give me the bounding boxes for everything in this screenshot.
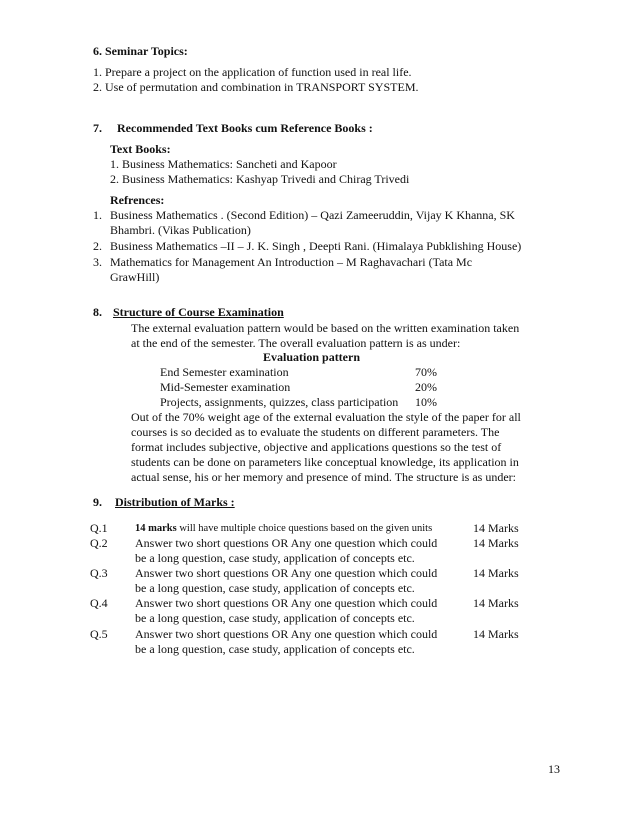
exam-heading: Structure of Course Examination [113,305,284,319]
question-4-label: Q.4 [90,596,108,610]
exam-paragraph-line5: actual sense, his or her memory and presence of mind. The structure is as under: [131,470,516,484]
text-book-1: 1. Business Mathematics: Sancheti and Kapoor [110,157,337,171]
marks-number: 9. [93,495,102,509]
question-5-label: Q.5 [90,627,108,641]
text-books-label: Text Books: [110,142,171,156]
question-1-text [135,521,432,536]
seminar-item-1: 1. Prepare a project on the application of function used in real life. [93,65,412,79]
references-label: Refrences: [110,193,165,207]
question-5-marks: 14 Marks [473,627,519,641]
exam-paragraph-line1: Out of the 70% weight age of the external evaluation the style of the paper for all [131,410,521,424]
page-number: 13 [548,762,560,776]
reference-1-line2: Bhambri. (Vikas Publication) [110,223,251,237]
reference-2-number: 2. [93,239,102,253]
text-book-2: 2. Business Mathematics: Kashyap Trivedi and Chirag Trivedi [110,172,410,186]
question-5-line1: Answer two short questions OR Any one question which could [135,627,438,641]
question-3-marks: 14 Marks [473,566,519,580]
reference-1-number: 1. [93,208,102,222]
pattern-value-projects: 10% [415,395,437,409]
pattern-label-mid-semester: Mid-Semester examination [160,380,291,394]
question-4-line2: be a long question, case study, application of concepts etc. [135,611,415,625]
reference-2-line1: Business Mathematics –II – J. K. Singh , Deepti Rani. (Himalaya Pubklishing House) [110,239,522,253]
question-1-label: Q.1 [90,521,108,535]
question-1-marks: 14 Marks [473,521,519,535]
question-2-marks: 14 Marks [473,536,519,550]
question-3-line2: be a long question, case study, application of concepts etc. [135,581,415,595]
question-1-line1: will have multiple choice questions based on the given units [176,523,433,534]
exam-intro-line2: at the end of the semester. The overall evaluation pattern is as under: [131,336,461,350]
marks-heading: Distribution of Marks : [115,495,235,509]
question-4-marks: 14 Marks [473,596,519,610]
pattern-value-end-semester: 70% [415,365,437,379]
pattern-value-mid-semester: 20% [415,380,437,394]
exam-paragraph-line2: courses is so decided as to evaluate the students on different parameters. The [131,425,500,439]
reference-3-number: 3. [93,255,102,269]
exam-paragraph-line3: format includes subjective, objective and applications questions so the test of [131,440,502,454]
reference-3-line2: GrawHill) [110,270,160,284]
question-3-line1: Answer two short questions OR Any one question which could [135,566,438,580]
seminar-heading: 6. Seminar Topics: [93,44,188,58]
question-5-line2: be a long question, case study, application of concepts etc. [135,642,415,656]
pattern-label-projects: Projects, assignments, quizzes, class participation [160,395,399,409]
pattern-label-end-semester: End Semester examination [160,365,289,379]
reference-3-line1: Mathematics for Management An Introduction – M Raghavachari (Tata Mc [110,255,473,269]
exam-paragraph-line4: students can be done on parameters like conceptual knowledge, its application in [131,455,519,469]
question-2-label: Q.2 [90,536,108,550]
books-number: 7. [93,121,102,135]
evaluation-pattern-title: Evaluation pattern [263,350,361,364]
reference-1-line1: Business Mathematics . (Second Edition) – Qazi Zameeruddin, Vijay K Khanna, SK [110,208,515,222]
question-4-line1: Answer two short questions OR Any one question which could [135,596,438,610]
question-2-line2: be a long question, case study, application of concepts etc. [135,551,415,565]
exam-intro-line1: The external evaluation pattern would be based on the written examination taken [131,321,520,335]
question-3-label: Q.3 [90,566,108,580]
exam-number: 8. [93,305,102,319]
question-1-bold-lead: 14 marks [135,523,177,534]
seminar-item-2: 2. Use of permutation and combination in TRANSPORT SYSTEM. [93,80,419,94]
question-2-line1: Answer two short questions OR Any one question which could [135,536,438,550]
books-heading: Recommended Text Books cum Reference Books : [117,121,373,135]
